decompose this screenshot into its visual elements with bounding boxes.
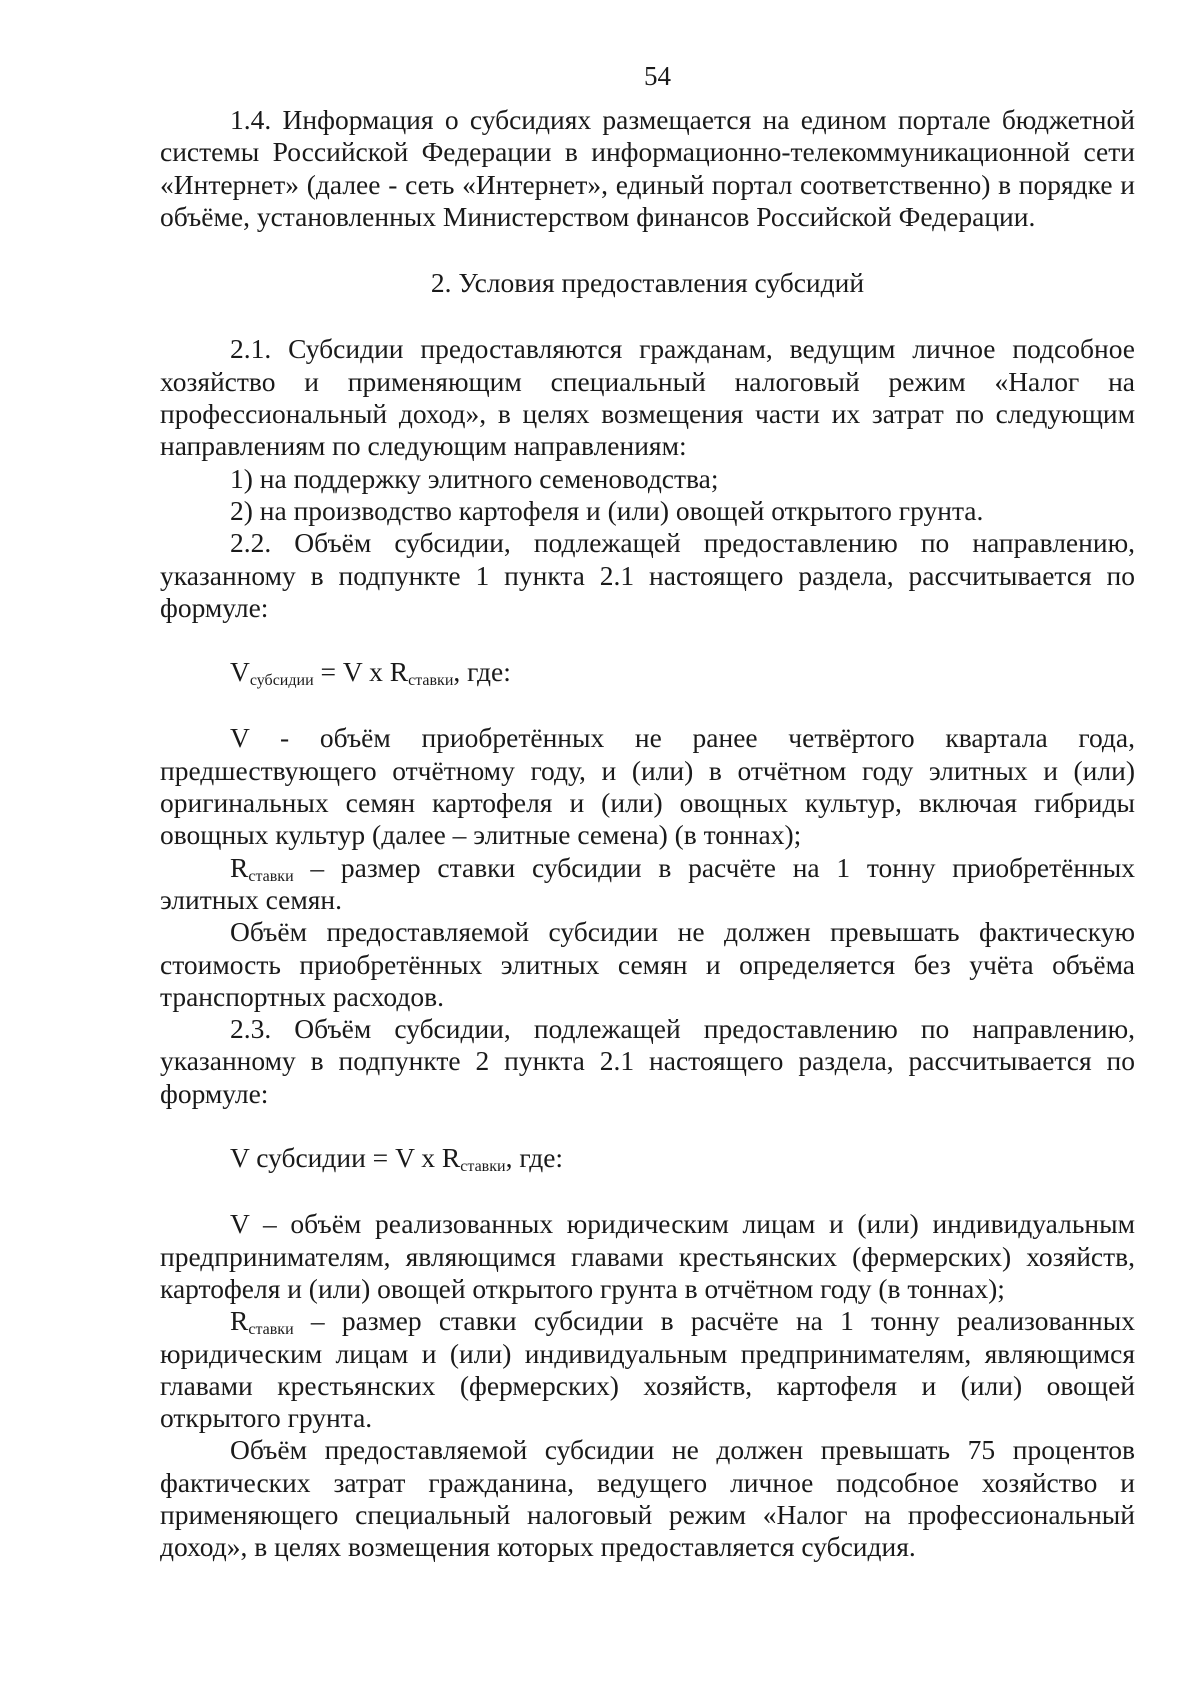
r-definition-text: – размер ставки субсидии в расчёте на 1 тонну приобретённых элитных семян. [160, 851, 1135, 915]
formula-2-3 [230, 1142, 1135, 1174]
paragraph-2-3-r-definition [160, 1305, 1135, 1434]
paragraph-2-1: 2.1. Субсидии предоставляются гражданам, ведущим личное подсобное хозяйство и применяющим специальный налоговый режим «Налог на профессиональный доход», в целях возмещения части их затрат по следующим направлениям по следующим направлениям: [160, 333, 1135, 462]
paragraph-2-1-item-2: 2) на производство картофеля и (или) овощей открытого грунта. [230, 494, 984, 526]
paragraph-2-1-item-1: 1) на поддержку элитного семеноводства; [230, 462, 719, 494]
document-page [160, 60, 1135, 1564]
formula-2-2 [230, 656, 1135, 688]
paragraph-2-3-limit: Объём предоставляемой субсидии не должен превышать 75 процентов фактических затрат гражданина, ведущего личное подсобное хозяйство и применяющего специальный налоговый режим «Налог на профессиональный доход», в целях возмещения которых предоставляется субсидия. [160, 1434, 1135, 1563]
formula-2-2-rhs-sub: ставки [408, 672, 454, 690]
paragraph-2-3: 2.3. Объём субсидии, подлежащей предоставлению по направлению, указанному в подпункте 2 пункта 2.1 настоящего раздела, рассчитывается по формуле: [160, 1013, 1135, 1109]
r-symbol: R [230, 1305, 249, 1337]
r-definition-text: – размер ставки субсидии в расчёте на 1 тонну реализованных юридическим лицам и (или) индивидуальным предпринимателям, являющимся главами крестьянских (фермерских) хозяйств, картофеля и (или) овощей открытого грунта. [160, 1305, 1135, 1434]
r-symbol: R [230, 851, 249, 883]
formula-2-3-tail: , где: [505, 1142, 564, 1174]
formula-2-2-mid: = V x R [313, 656, 409, 688]
formula-2-2-lhs: V [230, 656, 250, 688]
formula-2-3-rhs-sub: ставки [460, 1158, 506, 1176]
r-subscript: ставки [248, 1321, 294, 1339]
r-subscript: ставки [248, 867, 294, 885]
paragraph-2-2-limit: Объём предоставляемой субсидии не должен превышать фактическую стоимость приобретённых элитных семян и определяется без учёта объёма транспортных расходов. [160, 916, 1135, 1012]
formula-2-3-lhs: V субсидии = V x R [230, 1142, 461, 1174]
paragraph-2-3-v-definition: V – объём реализованных юридическим лицам и (или) индивидуальным предпринимателям, являющимся главами крестьянских (фермерских) хозяйств, картофеля и (или) овощей открытого грунта в отчётном году (в тоннах); [160, 1208, 1135, 1304]
paragraph-2-2: 2.2. Объём субсидии, подлежащей предоставлению по направлению, указанному в подпункте 1 пункта 2.1 настоящего раздела, рассчитывается по формуле: [160, 527, 1135, 623]
page-number: 54 [644, 61, 671, 91]
paragraph-2-2-v-definition: V - объём приобретённых не ранее четвёртого квартала года, предшествующего отчётному году, и (или) в отчётном году элитных и (или) оригинальных семян картофеля и (или) овощных культур, включая гибриды овощных культур (далее – элитные семена) (в тоннах); [160, 722, 1135, 851]
formula-2-2-lhs-sub: субсидии [249, 672, 314, 690]
paragraph-1-4: 1.4. Информация о субсидиях размещается на едином портале бюджетной системы Российской Федерации в информационно-телекоммуникационной сети «Интернет» (далее - сеть «Интернет», единый портал соответственно) в порядке и объёме, установленных Министерством финансов Российской Федерации. [160, 104, 1135, 232]
section-2-title: 2. Условия предоставления субсидий [430, 267, 865, 299]
formula-2-2-tail: , где: [453, 656, 511, 688]
paragraph-2-2-r-definition [160, 852, 1135, 917]
